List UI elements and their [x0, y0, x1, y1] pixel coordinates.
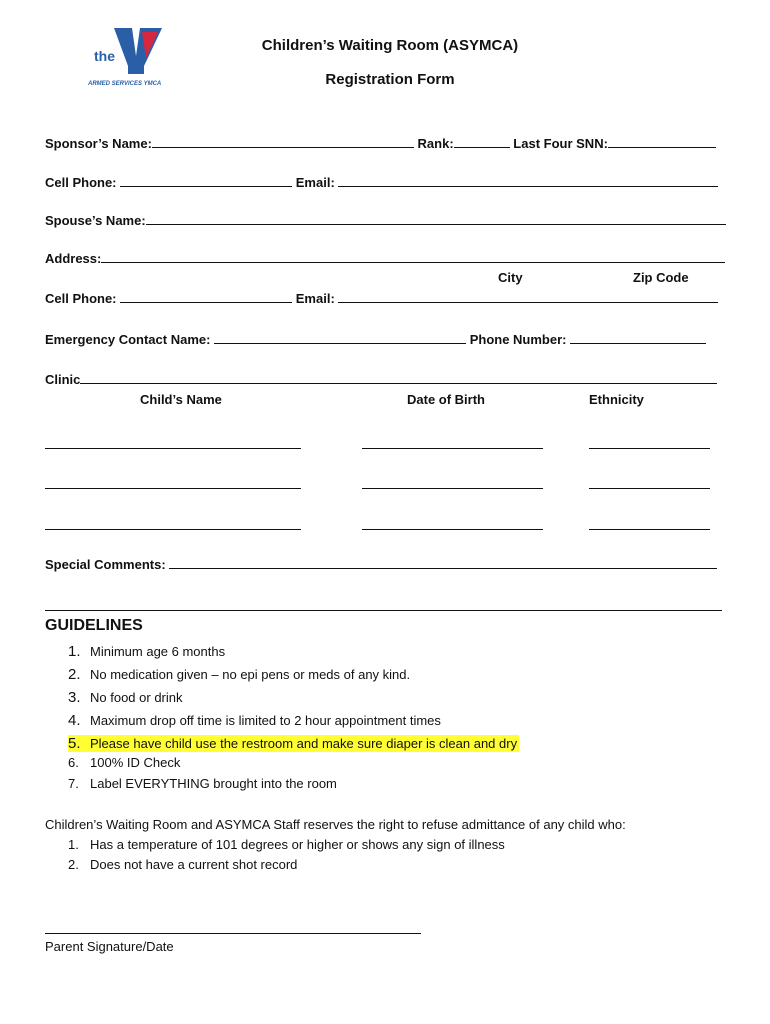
cell-phone-label: Cell Phone: — [45, 175, 117, 190]
logo-word: the — [94, 48, 115, 64]
guideline-text: No medication given – no epi pens or meds of any kind. — [90, 667, 411, 682]
guideline-text: Label EVERYTHING brought into the room — [90, 776, 337, 791]
guideline-item — [68, 689, 183, 706]
sponsor-name-label: Sponsor’s Name: — [45, 136, 152, 151]
list-number: 3. — [68, 689, 81, 706]
last-four-field[interactable] — [608, 135, 716, 148]
special-comments-label: Special Comments: — [45, 557, 166, 572]
address-row — [45, 250, 725, 266]
guideline-item-highlighted — [68, 735, 519, 752]
special-comments-line-2[interactable] — [45, 596, 722, 611]
cell-phone-field[interactable] — [120, 174, 292, 187]
guideline-item — [68, 712, 441, 729]
ethnicity-field-1[interactable] — [589, 434, 710, 449]
dob-field-1[interactable] — [362, 434, 543, 449]
list-number: 2. — [68, 666, 81, 683]
refusal-item — [68, 857, 297, 872]
list-number: 7. — [68, 776, 79, 791]
email-label: Email: — [295, 175, 335, 190]
refusal-intro: Children’s Waiting Room and ASYMCA Staff reserves the right to refuse admittance of any child who: — [45, 817, 626, 832]
page-subtitle: Registration Form — [325, 71, 455, 88]
email-field[interactable] — [338, 174, 718, 187]
refusal-text: Has a temperature of 101 degrees or higher or shows any sign of illness — [90, 837, 505, 852]
child-name-header: Child’s Name — [140, 392, 222, 407]
emergency-contact-label: Emergency Contact Name: — [45, 332, 211, 347]
emergency-contact-field[interactable] — [214, 331, 466, 344]
dob-field-2[interactable] — [362, 474, 543, 489]
guideline-item — [68, 776, 337, 791]
cell-email-row-2 — [45, 290, 718, 306]
child-name-field-1[interactable] — [45, 434, 301, 449]
list-number: 4. — [68, 712, 81, 729]
rank-field[interactable] — [454, 135, 510, 148]
spouse-row — [45, 212, 726, 228]
cell-phone-2-field[interactable] — [120, 290, 292, 303]
address-label: Address: — [45, 251, 102, 266]
special-comments-field[interactable] — [169, 556, 717, 569]
list-number: 1. — [68, 643, 81, 660]
cell-phone-2-label: Cell Phone: — [45, 291, 117, 306]
date-of-birth-header: Date of Birth — [407, 392, 485, 407]
signature-label: Parent Signature/Date — [45, 939, 174, 954]
guideline-item — [68, 643, 225, 660]
phone-number-label: Phone Number: — [469, 332, 567, 347]
guideline-text: Maximum drop off time is limited to 2 hour appointment times — [90, 713, 441, 728]
refusal-item — [68, 837, 505, 852]
list-number: 6. — [68, 755, 79, 770]
last-four-label: Last Four SNN: — [513, 136, 608, 151]
child-name-field-2[interactable] — [45, 474, 301, 489]
logo-subtitle: ARMED SERVICES YMCA — [88, 81, 162, 87]
page-title: Children’s Waiting Room (ASYMCA) — [261, 37, 519, 54]
cell-email-row — [45, 174, 718, 190]
ethnicity-field-2[interactable] — [589, 474, 710, 489]
sponsor-row — [45, 135, 716, 151]
city-label: City — [498, 270, 523, 285]
rank-label: Rank: — [417, 136, 454, 151]
ethnicity-header: Ethnicity — [589, 392, 644, 407]
email-2-label: Email: — [295, 291, 335, 306]
clinic-row — [45, 371, 717, 387]
child-name-field-3[interactable] — [45, 515, 301, 530]
spouse-name-label: Spouse’s Name: — [45, 213, 146, 228]
guideline-text: Please have child use the restroom and make sure diaper is clean and dry — [90, 736, 518, 751]
address-field[interactable] — [101, 250, 725, 263]
phone-number-field[interactable] — [570, 331, 706, 344]
special-comments-row — [45, 556, 717, 572]
guideline-item — [68, 755, 180, 770]
emergency-row — [45, 331, 706, 347]
zip-code-label: Zip Code — [633, 270, 689, 285]
clinic-field[interactable] — [80, 371, 717, 384]
guideline-text: 100% ID Check — [90, 755, 181, 770]
clinic-label: Clinic — [45, 372, 81, 387]
spouse-name-field[interactable] — [146, 212, 726, 225]
list-number: 1. — [68, 837, 79, 852]
refusal-text: Does not have a current shot record — [90, 857, 298, 872]
guidelines-heading: GUIDELINES — [45, 617, 143, 634]
list-number: 5. — [68, 735, 81, 752]
ethnicity-field-3[interactable] — [589, 515, 710, 530]
guideline-item — [68, 666, 410, 683]
email-2-field[interactable] — [338, 290, 718, 303]
signature-line[interactable] — [45, 933, 421, 934]
dob-field-3[interactable] — [362, 515, 543, 530]
sponsor-name-field[interactable] — [152, 135, 414, 148]
guideline-text: No food or drink — [90, 690, 183, 705]
guideline-text: Minimum age 6 months — [90, 644, 226, 659]
list-number: 2. — [68, 857, 79, 872]
